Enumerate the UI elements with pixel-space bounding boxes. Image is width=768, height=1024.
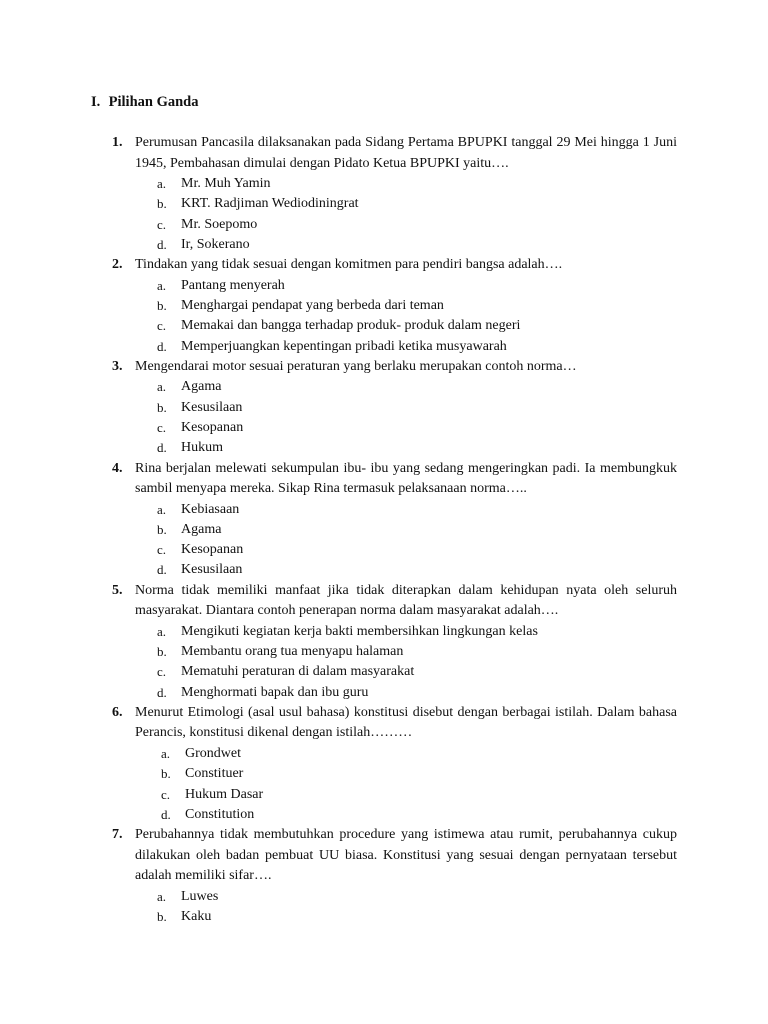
option-item [0, 398, 768, 418]
option-item [0, 560, 768, 580]
option-text: Membantu orang tua menyapu halaman [181, 644, 404, 660]
option-letter: c. [161, 786, 171, 802]
option-item [0, 500, 768, 520]
option-item [0, 174, 768, 194]
option-text: Kebiasaan [181, 501, 240, 517]
option-list [0, 276, 768, 357]
option-letter: b. [157, 521, 167, 537]
question-item [0, 703, 768, 825]
option-letter: c. [157, 542, 167, 558]
option-letter: a. [157, 379, 167, 395]
option-item [0, 642, 768, 662]
question-text: Menurut Etimologi (asal usul bahasa) konstitusi disebut dengan berbagai istilah. Dalam bahasa Perancis, konstitusi dikenal dengan istilah……… [135, 704, 677, 741]
option-letter: c. [157, 664, 167, 680]
question-number: 3. [112, 358, 123, 374]
question-text: Mengendarai motor sesuai peraturan yang berlaku merupakan contoh norma… [135, 358, 577, 374]
option-letter: c. [157, 318, 167, 334]
option-text: Agama [181, 379, 222, 395]
option-letter: d. [157, 440, 167, 456]
option-letter: c. [157, 419, 167, 435]
option-letter: d. [157, 338, 167, 354]
option-letter: b. [157, 399, 167, 415]
option-item [0, 438, 768, 458]
option-text: Menghormati bapak dan ibu guru [181, 684, 369, 700]
section-title: Pilihan Ganda [108, 94, 199, 110]
option-text: KRT. Radjiman Wediodiningrat [181, 196, 359, 212]
option-item [0, 622, 768, 642]
option-text: Memakai dan bangga terhadap produk- produk dalam negeri [181, 318, 521, 334]
option-letter: d. [157, 236, 167, 252]
option-item [0, 907, 768, 927]
question-item [0, 255, 768, 357]
question-item [0, 825, 768, 927]
option-text: Constitution [185, 806, 255, 822]
option-item [0, 744, 768, 764]
option-item [0, 215, 768, 235]
option-text: Kesusilaan [181, 562, 243, 578]
question-item [0, 133, 768, 255]
option-text: Pantang menyerah [181, 277, 285, 293]
option-text: Kesusilaan [181, 399, 243, 415]
question-list [0, 133, 768, 927]
option-letter: c. [157, 216, 167, 232]
option-item [0, 337, 768, 357]
option-list [0, 174, 768, 255]
question-text: Rina berjalan melewati sekumpulan ibu- ibu yang sedang mengeringkan padi. Ia membungkuk sambil menyapa mereka. Sikap Rina termasuk pelaksanaan norma….. [135, 460, 677, 497]
option-text: Kesopanan [181, 419, 244, 435]
option-letter: a. [157, 176, 167, 191]
option-text: Menghargai pendapat yang berbeda dari teman [181, 297, 444, 313]
option-letter: a. [157, 277, 167, 293]
option-item [0, 662, 768, 682]
option-text: Constituer [185, 766, 244, 782]
option-text: Grondwet [185, 745, 241, 761]
option-text: Mengikuti kegiatan kerja bakti membersihkan lingkungan kelas [181, 623, 538, 639]
option-text: Hukum [181, 440, 223, 456]
option-text: Mr. Muh Yamin [181, 176, 271, 191]
question-number: 4. [112, 460, 123, 476]
option-letter: a. [157, 501, 167, 517]
option-item [0, 194, 768, 214]
question-text: Tindakan yang tidak sesuai dengan komitmen para pendiri bangsa adalah…. [135, 257, 563, 273]
question-number: 5. [112, 582, 123, 598]
section-numeral: I. [91, 94, 101, 110]
question-number: 7. [112, 827, 123, 843]
option-list [0, 622, 768, 703]
option-letter: b. [157, 908, 167, 924]
option-item [0, 805, 768, 825]
option-letter: d. [157, 684, 167, 700]
option-item [0, 296, 768, 316]
option-text: Memperjuangkan kepentingan pribadi ketika musyawarah [181, 338, 507, 354]
question-item [0, 459, 768, 581]
option-item [0, 377, 768, 397]
option-text: Luwes [181, 888, 219, 904]
option-item [0, 418, 768, 438]
option-text: Kaku [181, 908, 212, 924]
option-list [0, 377, 768, 458]
option-item [0, 316, 768, 336]
option-letter: b. [157, 196, 167, 212]
option-text: Hukum Dasar [185, 786, 264, 802]
section-heading [91, 92, 198, 112]
question-text: Norma tidak memiliki manfaat jika tidak diterapkan dalam kehidupan nyata oleh seluruh masyarakat. Diantara contoh penerapan norma dalam masyarakat adalah…. [135, 582, 677, 619]
option-letter: a. [157, 888, 167, 904]
option-item [0, 540, 768, 560]
option-text: Mr. Soepomo [181, 216, 258, 232]
option-text: Kesopanan [181, 542, 244, 558]
option-item [0, 276, 768, 296]
question-number: 6. [112, 704, 123, 720]
question-text: Perubahannya tidak membutuhkan procedure yang istimewa atau rumit, perubahannya cukup dilakukan oleh badan pembuat UU biasa. Konstitusi yang sesuai dengan pernyataan tersebut adalah memiliki sifar…. [135, 827, 677, 884]
option-letter: a. [157, 623, 167, 639]
option-list [0, 887, 768, 928]
option-letter: a. [161, 745, 171, 761]
option-item [0, 887, 768, 907]
option-letter: b. [157, 644, 167, 660]
option-item [0, 520, 768, 540]
option-item [0, 235, 768, 255]
option-text: Agama [181, 521, 222, 537]
option-letter: d. [161, 806, 171, 822]
option-item [0, 683, 768, 703]
question-item [0, 581, 768, 703]
question-text: Perumusan Pancasila dilaksanakan pada Sidang Pertama BPUPKI tanggal 29 Mei hingga 1 Juni 1945, Pembahasan dimulai dengan Pidato Ketua BPUPKI yaitu…. [135, 135, 677, 171]
option-list [0, 500, 768, 581]
question-number: 1. [112, 135, 123, 150]
option-item [0, 764, 768, 784]
option-letter: b. [157, 297, 167, 313]
question-item [0, 357, 768, 459]
option-text: Mematuhi peraturan di dalam masyarakat [181, 664, 415, 680]
question-number: 2. [112, 257, 123, 273]
option-text: Ir, Sokerano [181, 236, 250, 252]
option-list [0, 744, 768, 825]
option-letter: b. [161, 766, 171, 782]
option-item [0, 785, 768, 805]
option-letter: d. [157, 562, 167, 578]
